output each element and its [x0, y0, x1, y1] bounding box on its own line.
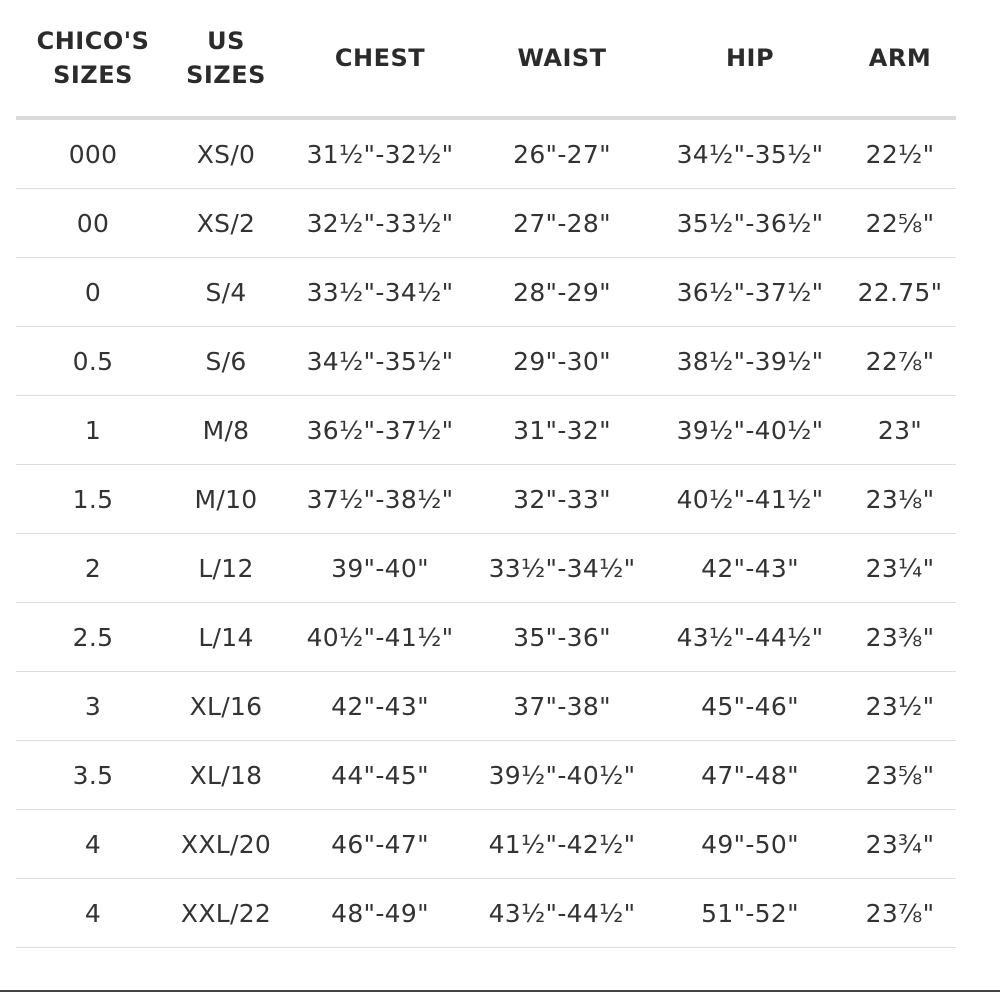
chicos-size-cell: 4 — [84, 829, 102, 859]
waist-cell: 41½"-42½" — [488, 829, 636, 859]
header-arm — [844, 0, 956, 116]
table-row — [16, 672, 956, 741]
us-size-cell: M/8 — [202, 415, 250, 445]
chicos-size-cell: 1 — [84, 415, 102, 445]
us-size-cell: L/14 — [198, 622, 254, 652]
chest-cell: 44"-45" — [331, 760, 429, 790]
chicos-size-cell: 4 — [84, 898, 102, 928]
waist-cell: 26"-27" — [513, 139, 611, 169]
header-hip — [670, 0, 830, 116]
waist-cell: 31"-32" — [513, 415, 611, 445]
table-row — [16, 810, 956, 879]
chest-cell: 39"-40" — [331, 553, 429, 583]
arm-cell: 23¼" — [865, 553, 935, 583]
waist-cell: 28"-29" — [513, 277, 611, 307]
table-row — [16, 189, 956, 258]
header-chicos-sizes — [28, 0, 158, 116]
hip-cell: 51"-52" — [701, 898, 799, 928]
waist-cell: 39½"-40½" — [488, 760, 636, 790]
us-size-cell: XXL/22 — [180, 898, 272, 928]
chicos-size-cell: 3.5 — [72, 760, 114, 790]
us-size-cell: M/10 — [194, 484, 258, 514]
header-line: CHEST — [334, 44, 426, 72]
us-size-cell: L/12 — [198, 553, 254, 583]
chicos-size-cell: 1.5 — [72, 484, 114, 514]
chest-cell: 48"-49" — [331, 898, 429, 928]
waist-cell: 29"-30" — [513, 346, 611, 376]
arm-cell: 23⅝" — [865, 760, 935, 790]
header-line: HIP — [725, 44, 775, 72]
table-row — [16, 258, 956, 327]
chicos-size-cell: 0.5 — [72, 346, 114, 376]
chest-cell: 40½"-41½" — [306, 622, 454, 652]
header-waist — [482, 0, 642, 116]
hip-cell: 49"-50" — [701, 829, 799, 859]
us-size-cell: XS/0 — [196, 139, 256, 169]
arm-cell: 22⅝" — [865, 208, 935, 238]
hip-cell: 36½"-37½" — [676, 277, 824, 307]
us-size-cell: XS/2 — [196, 208, 256, 238]
chest-cell: 42"-43" — [331, 691, 429, 721]
arm-cell: 22⅞" — [865, 346, 935, 376]
table-row — [16, 879, 956, 948]
header-line: WAIST — [517, 44, 607, 72]
arm-cell: 23⅛" — [865, 484, 935, 514]
chest-cell: 33½"-34½" — [306, 277, 454, 307]
arm-cell: 22½" — [865, 139, 935, 169]
hip-cell: 39½"-40½" — [676, 415, 824, 445]
size-chart-table — [16, 0, 956, 948]
hip-cell: 47"-48" — [701, 760, 799, 790]
arm-cell: 23⅜" — [865, 622, 935, 652]
waist-cell: 35"-36" — [513, 622, 611, 652]
waist-cell: 32"-33" — [513, 484, 611, 514]
waist-cell: 37"-38" — [513, 691, 611, 721]
header-line: SIZES — [53, 61, 133, 89]
table-header-row — [16, 0, 956, 120]
us-size-cell: XXL/20 — [180, 829, 272, 859]
chicos-size-cell: 2 — [84, 553, 102, 583]
chicos-size-cell: 3 — [84, 691, 102, 721]
header-us-sizes — [161, 0, 291, 116]
header-line: ARM — [868, 44, 932, 72]
us-size-cell: S/6 — [205, 346, 247, 376]
header-line: CHICO'S — [36, 27, 150, 55]
chest-cell: 32½"-33½" — [306, 208, 454, 238]
table-row — [16, 534, 956, 603]
us-size-cell: XL/18 — [189, 760, 263, 790]
chicos-size-cell: 000 — [68, 139, 118, 169]
header-line: US — [207, 27, 245, 55]
table-row — [16, 741, 956, 810]
hip-cell: 42"-43" — [701, 553, 799, 583]
chicos-size-cell: 00 — [76, 208, 110, 238]
table-row — [16, 120, 956, 189]
chest-cell: 36½"-37½" — [306, 415, 454, 445]
table-row — [16, 327, 956, 396]
hip-cell: 45"-46" — [701, 691, 799, 721]
bottom-divider — [0, 990, 1000, 992]
waist-cell: 43½"-44½" — [488, 898, 636, 928]
waist-cell: 27"-28" — [513, 208, 611, 238]
header-chest — [300, 0, 460, 116]
hip-cell: 34½"-35½" — [676, 139, 824, 169]
chest-cell: 37½"-38½" — [306, 484, 454, 514]
table-row — [16, 465, 956, 534]
hip-cell: 40½"-41½" — [676, 484, 824, 514]
table-row — [16, 396, 956, 465]
arm-cell: 23¾" — [865, 829, 935, 859]
hip-cell: 38½"-39½" — [676, 346, 824, 376]
arm-cell: 23½" — [865, 691, 935, 721]
table-row — [16, 603, 956, 672]
arm-cell: 22.75" — [857, 277, 943, 307]
chest-cell: 31½"-32½" — [306, 139, 454, 169]
chicos-size-cell: 2.5 — [72, 622, 114, 652]
arm-cell: 23" — [877, 415, 923, 445]
waist-cell: 33½"-34½" — [488, 553, 636, 583]
table-body — [16, 120, 956, 948]
chicos-size-cell: 0 — [84, 277, 102, 307]
chest-cell: 34½"-35½" — [306, 346, 454, 376]
arm-cell: 23⅞" — [865, 898, 935, 928]
hip-cell: 43½"-44½" — [676, 622, 824, 652]
us-size-cell: XL/16 — [189, 691, 263, 721]
header-line: SIZES — [186, 61, 266, 89]
hip-cell: 35½"-36½" — [676, 208, 824, 238]
chest-cell: 46"-47" — [331, 829, 429, 859]
us-size-cell: S/4 — [205, 277, 247, 307]
